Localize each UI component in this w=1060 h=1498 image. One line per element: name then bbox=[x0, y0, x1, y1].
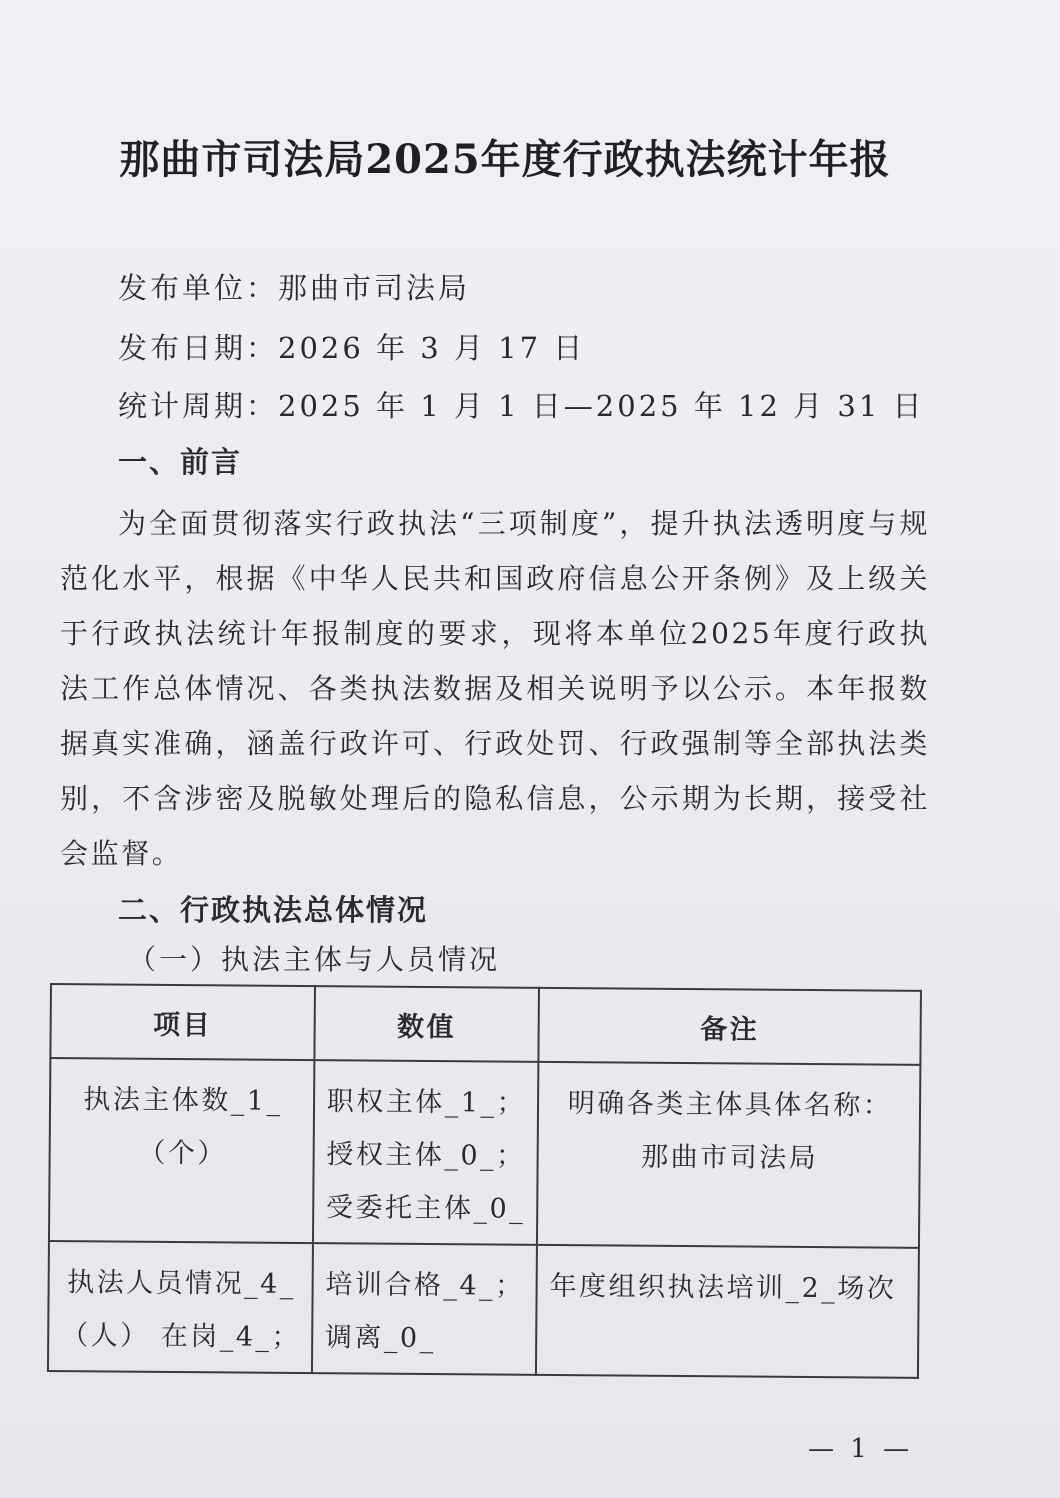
enforcement-personnel-table bbox=[47, 983, 922, 1379]
meta-statistics-period-label: 统计周期： bbox=[118, 389, 279, 423]
cell-line: 执法主体数_1_ bbox=[83, 1084, 283, 1117]
cell-line: （个） bbox=[138, 1137, 227, 1170]
cell-line: 调离_0_ bbox=[324, 1322, 436, 1355]
section-1-heading: 一、前言 bbox=[118, 445, 243, 479]
meta-publisher-label: 发布单位： bbox=[118, 271, 279, 305]
cell-line: 培训合格_4_； bbox=[325, 1269, 525, 1302]
table-header-note: 备注 bbox=[538, 988, 921, 1065]
table-cell-item bbox=[48, 1241, 313, 1373]
section-2-subheading: （一）执法主体与人员情况 bbox=[128, 943, 501, 976]
table-cell-values bbox=[312, 1243, 537, 1375]
table-header-row bbox=[50, 984, 921, 1065]
section-2-heading: 二、行政执法总体情况 bbox=[118, 893, 429, 927]
cell-line: 明确各类主体具体名称： bbox=[567, 1088, 893, 1122]
cell-line: （人） 在岗_4_； bbox=[61, 1320, 302, 1353]
cell-line: 那曲市司法局 bbox=[641, 1141, 819, 1175]
cell-line: 受委托主体_0_ bbox=[325, 1192, 526, 1225]
table-cell-note bbox=[536, 1245, 919, 1378]
page-number: — 1 — bbox=[808, 1434, 914, 1464]
table-header-value: 数值 bbox=[314, 986, 539, 1062]
table-header-item: 项目 bbox=[50, 984, 314, 1060]
table-row bbox=[49, 1058, 920, 1248]
table-row bbox=[48, 1241, 919, 1378]
cell-line: 授权主体_0_； bbox=[326, 1139, 526, 1172]
table-cell-item bbox=[49, 1058, 314, 1243]
meta-publisher-value: 那曲市司法局 bbox=[278, 271, 471, 305]
table-cell-values bbox=[313, 1060, 539, 1245]
document-title: 那曲市司法局2025年度行政执法统计年报 bbox=[119, 136, 891, 183]
meta-publish-date-value: 2026 年 3 月 17 日 bbox=[278, 331, 586, 365]
meta-statistics-period-value: 2025 年 1 月 1 日—2025 年 12 月 31 日 bbox=[278, 389, 925, 423]
meta-publish-date-label: 发布日期： bbox=[118, 331, 279, 365]
meta-publish-date bbox=[118, 326, 585, 367]
meta-publisher bbox=[118, 266, 470, 307]
cell-line: 执法人员情况_4_ bbox=[67, 1267, 296, 1300]
meta-statistics-period bbox=[118, 384, 925, 425]
cell-line: 年度组织执法培训_2_场次 bbox=[549, 1270, 897, 1305]
cell-line: 职权主体_1_； bbox=[326, 1086, 527, 1119]
table-cell-note bbox=[537, 1062, 920, 1248]
section-1-body: 为全面贯彻落实行政执法“三项制度”，提升执法透明度与规范化水平，根据《中华人民共和国政府信息公开条例》及上级关于行政执法统计年报制度的要求，现将本单位2025年度行政执法工作总体情况、各类执法数据及相关说明予以公示。本年报数据真实准确，涵盖行政许可、行政处罚、行政强制等全部执法类别，不含涉密及脱敏处理后的隐私信息，公示期为长期，接受社会监督。 bbox=[60, 507, 930, 870]
